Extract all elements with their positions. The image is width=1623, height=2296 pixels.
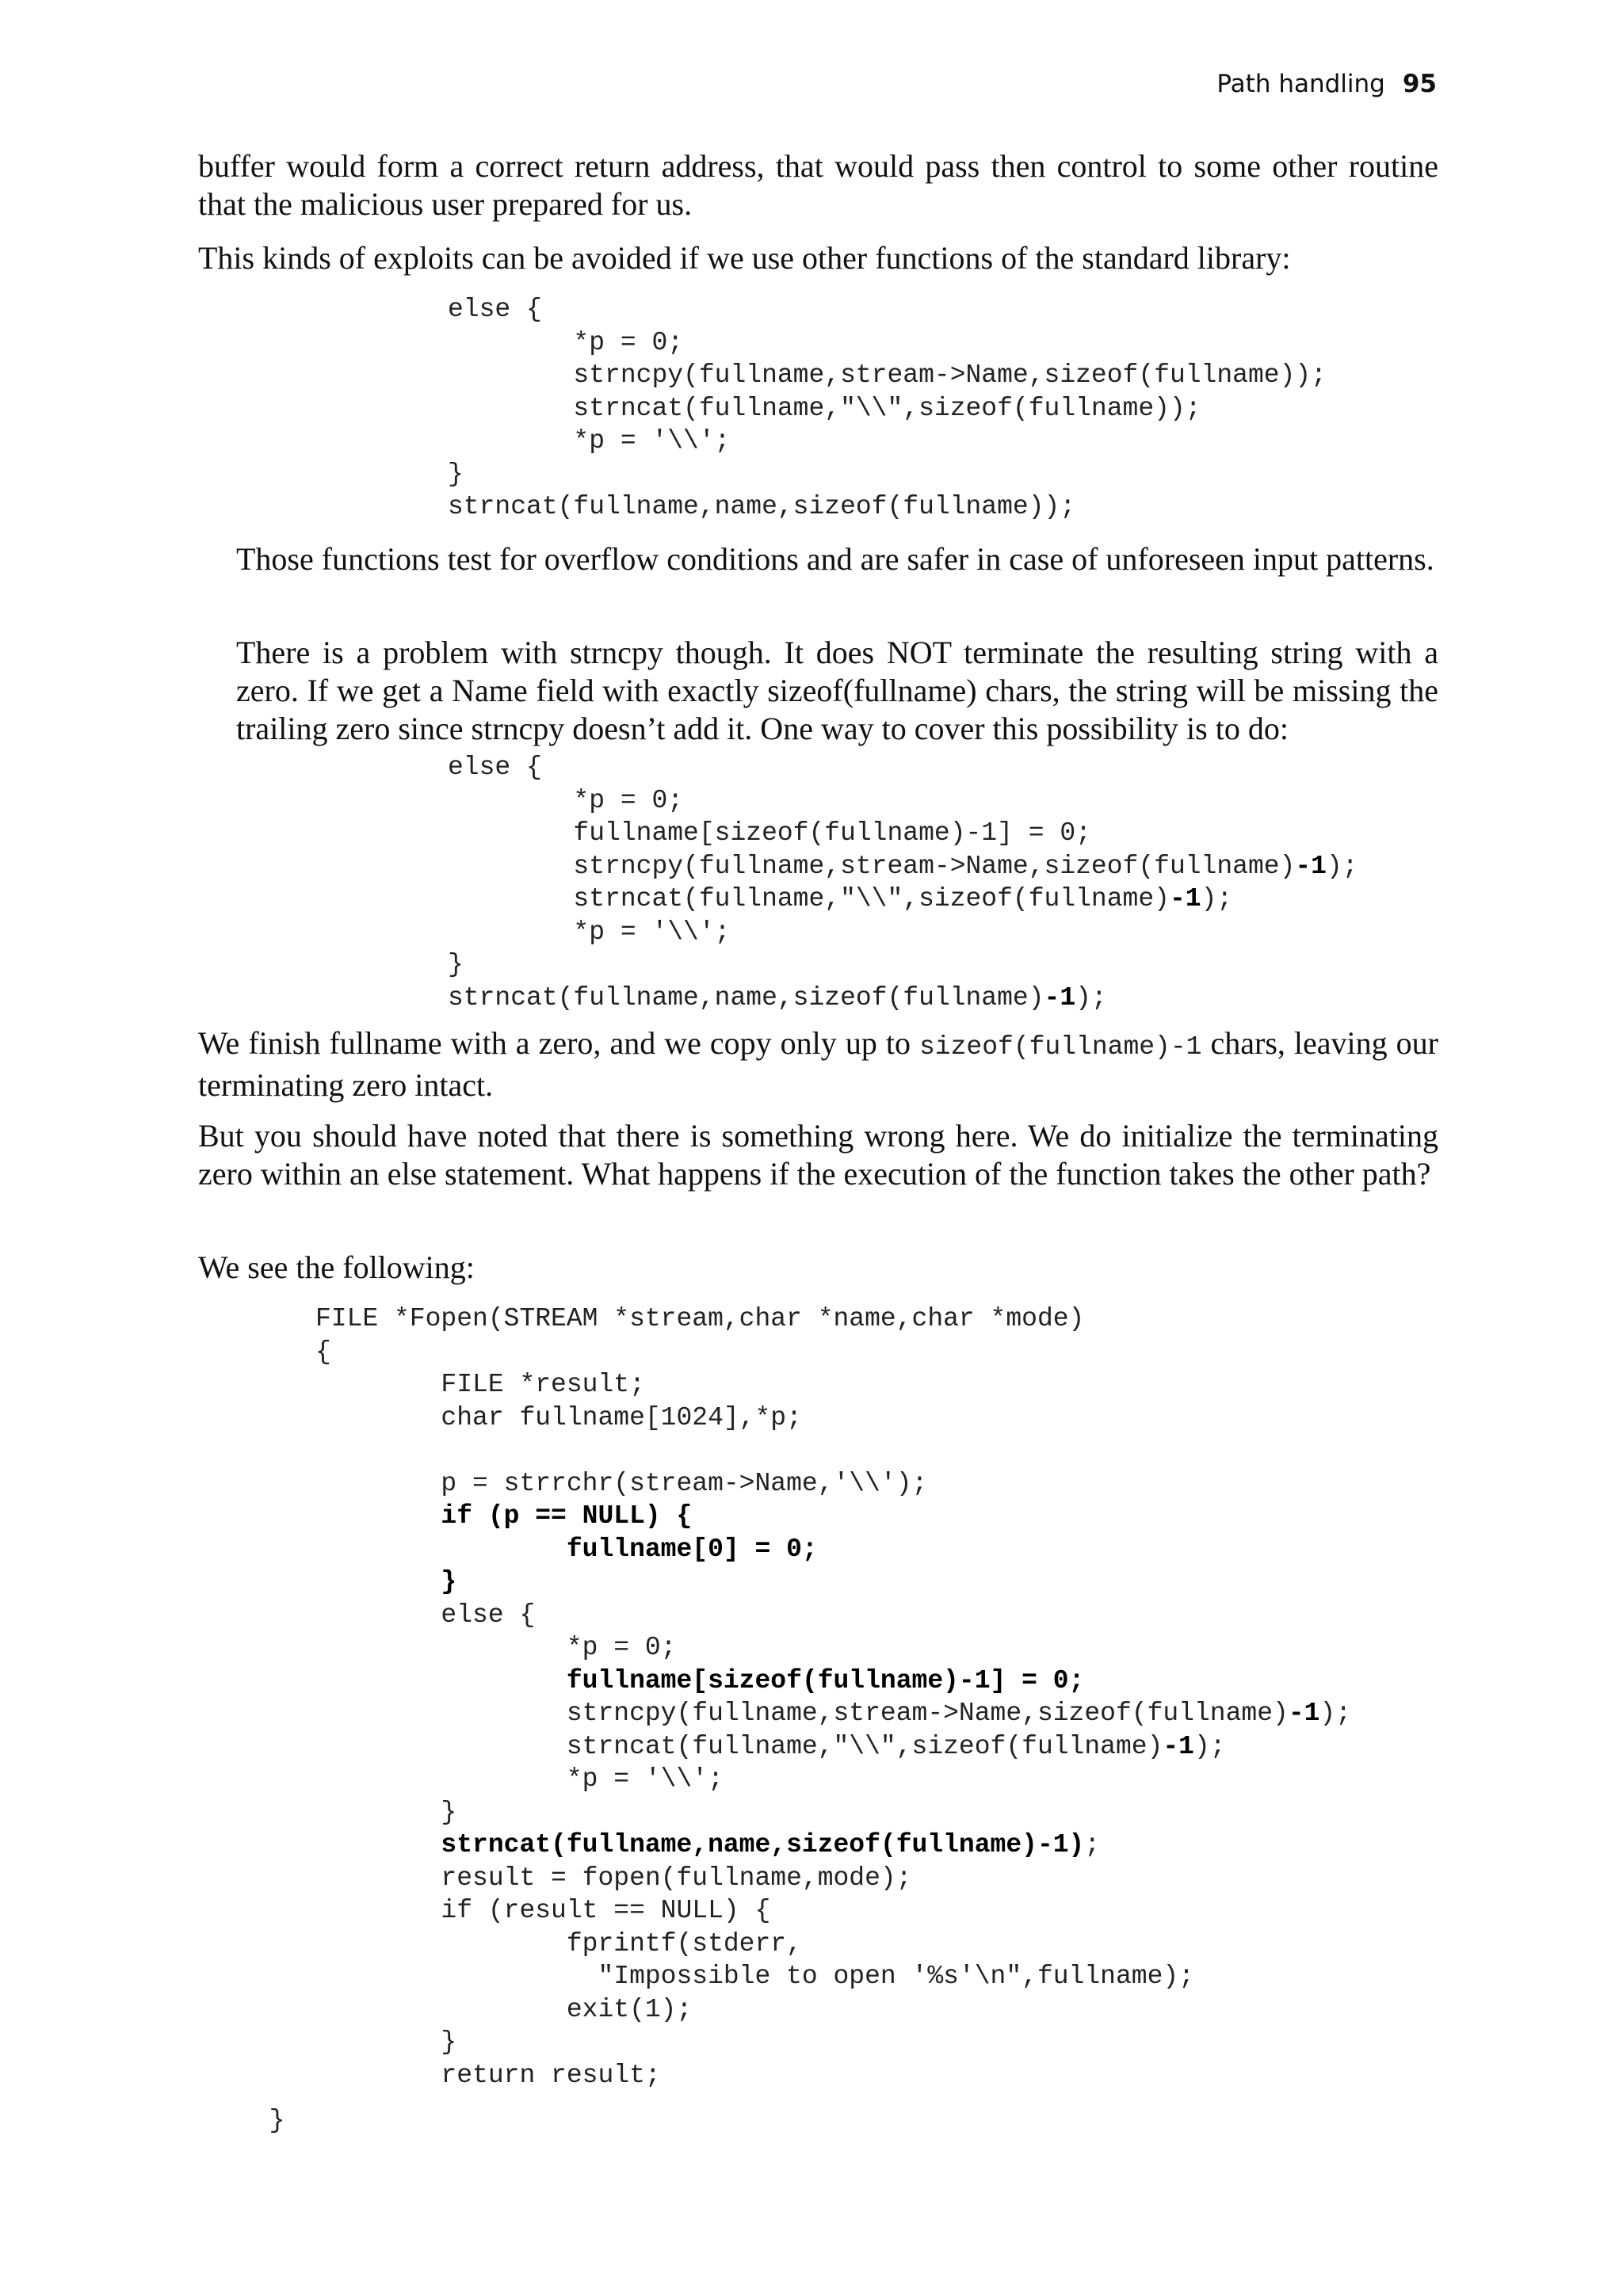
code-line: else { [448,753,542,782]
code-line: fullname[sizeof(fullname)-1] = 0; [315,1665,1085,1695]
code-line: char fullname[1024],*p; [315,1402,802,1432]
paragraph: This kinds of exploits can be avoided if we use other functions of the standard library: [198,240,1291,276]
code-line: } [448,950,464,979]
code-line: strncat(fullname,"\\",sizeof(fullname)-1); [315,1731,1226,1761]
paragraph: We see the following: [198,1249,475,1285]
code-line: fullname[sizeof(fullname)-1] = 0; [448,818,1091,848]
code-line: result = fopen(fullname,mode); [315,1863,912,1893]
code-block-fopen [315,1302,1351,2092]
code-line: strncat(fullname,name,sizeof(fullname)); [448,492,1076,521]
inline-code: sizeof(fullname)-1 [919,1032,1202,1062]
code-line: p = strrchr(stream->Name,'\\'); [315,1468,928,1498]
code-line: *p = '\\'; [448,917,731,947]
code-line: } [448,459,464,489]
code-line: exit(1); [315,1994,693,2024]
paragraph: buffer would form a correct return address, that would pass then control to some other routine that the malicious user prepared for us. [198,148,1438,222]
code-line: *p = '\\'; [315,1764,724,1794]
code-line: strncpy(fullname,stream->Name,sizeof(fullname)); [448,360,1327,390]
code-line: strncat(fullname,name,sizeof(fullname)-1); [315,1830,1101,1859]
section-title: Path handling [1216,70,1385,98]
running-header [1216,70,1437,98]
code-line: else { [315,1600,536,1630]
page-number: 95 [1402,70,1437,98]
code-line: fprintf(stderr, [315,1928,802,1958]
code-line: return result; [315,2060,661,2090]
code-line: strncat(fullname,name,sizeof(fullname)-1); [448,982,1107,1013]
code-line: FILE *result; [315,1370,645,1399]
paragraph: There is a problem with strncpy though. It does NOT terminate the resulting string with a zero. If we get a Name field with exactly sizeof(fullname) chars, the string will be missing the trailing zero since strncpy doesn’t add it. One way to cover this possibility is to do: [236,635,1438,746]
code-line: strncat(fullname,"\\",sizeof(fullname)); [448,393,1201,423]
code-line: if (result == NULL) { [315,1896,771,1925]
code-line: } [315,1567,457,1596]
code-line: fullname[0] = 0; [315,1534,818,1564]
code-line: else { [448,295,542,324]
code-line: *p = '\\'; [448,426,731,456]
paragraph: We finish fullname with a zero, and we copy only up to sizeof(fullname)-1 chars, leaving our terminating zero intact. [198,1025,1439,1103]
paragraph: Those functions test for overflow conditions and are safer in case of unforeseen input patterns. [236,541,1434,577]
code-line: } [315,2027,457,2057]
code-block-terminated [448,751,1358,1014]
code-closing-brace: } [238,2106,285,2135]
code-line: strncpy(fullname,stream->Name,sizeof(fullname)-1); [448,851,1358,881]
code-line: "Impossible to open '%s'\n",fullname); [315,1962,1194,1991]
code-line: { [315,1337,331,1367]
code-line: *p = 0; [315,1633,677,1662]
code-line: strncat(fullname,"\\",sizeof(fullname)-1); [448,884,1233,913]
code-line: *p = 0; [448,327,684,357]
code-line: FILE *Fopen(STREAM *stream,char *name,char *mode) [315,1304,1085,1333]
code-line: *p = 0; [448,785,684,815]
code-line: strncpy(fullname,stream->Name,sizeof(fullname)-1); [315,1699,1352,1728]
code-line: if (p == NULL) { [315,1501,693,1531]
code-line [315,1434,1351,1467]
code-block-strncpy [448,293,1327,524]
paragraph: But you should have noted that there is something wrong here. We do initialize the terminating zero within an else statement. What happens if the execution of the function takes the other path? [198,1118,1438,1192]
code-line: } [315,1797,457,1827]
